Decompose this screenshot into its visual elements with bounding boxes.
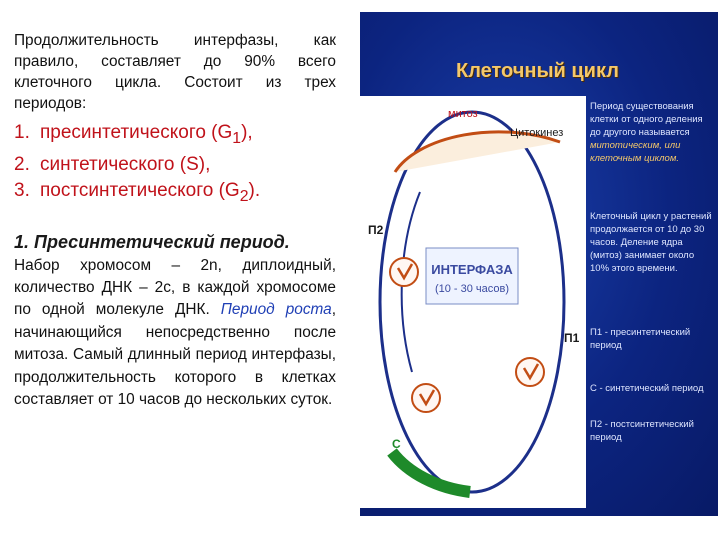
cell-icon-p2 [390,258,418,286]
growth-period-term: Период роста [220,301,332,319]
body-paragraph: Набор хромосом – 2n, диплоидный, количество ДНК – 2c, в каждой хромосоме по одной молекуле ДНК. Период роста, начинающийся непосредственно после митоза. Самый длинный период интерфазы, продолжительность которого в клетках составляет от 10 часов до нескольких суток. [14,256,337,409]
section-title: 1. Пресинтетический период. [14,231,290,252]
p2-legend: П2 - постсинтетический период [590,419,694,443]
period-item-s: 2. синтетического (S), [14,153,211,175]
cytokinesis-label: Цитокинез [510,127,564,139]
period-item-g2: 3. постсинтетического $(G_2)$. [14,179,261,205]
s-legend: С - синтетический период [590,383,704,394]
p1-legend: П1 - пресинтетический период [590,327,691,351]
s-label: С [392,437,401,451]
cell-icon-s [412,384,440,412]
p2-label: П2 [368,223,384,237]
p1-label: П1 [564,331,580,345]
periods-list [14,120,336,210]
cycle-definition-note: Период существования клетки от одного деления до другого называется митотическим, или клеточным циклом. [590,101,703,164]
intro-paragraph: Продолжительность интерфазы, как правило, составляет до 90% всего клеточного цикла. Состоит из трех периодов: [14,32,336,112]
period-item-g1: 1. пресинтетического $(G_1)$, [14,122,253,147]
panel-title: Клеточный цикл [456,60,619,82]
text-column [14,30,336,411]
plant-duration-note: Клеточный цикл у растений продолжается от 10 до 30 часов. Деление ядра (митоз) занимает около 10% этого времени. [590,211,712,274]
mitosis-label: митоз [448,108,478,120]
interphase-label: ИНТЕРФАЗА [431,262,513,277]
cell-icon-p1 [516,358,544,386]
duration-label: (10 - 30 часов) [434,283,510,295]
cell-cycle-panel [360,12,718,516]
